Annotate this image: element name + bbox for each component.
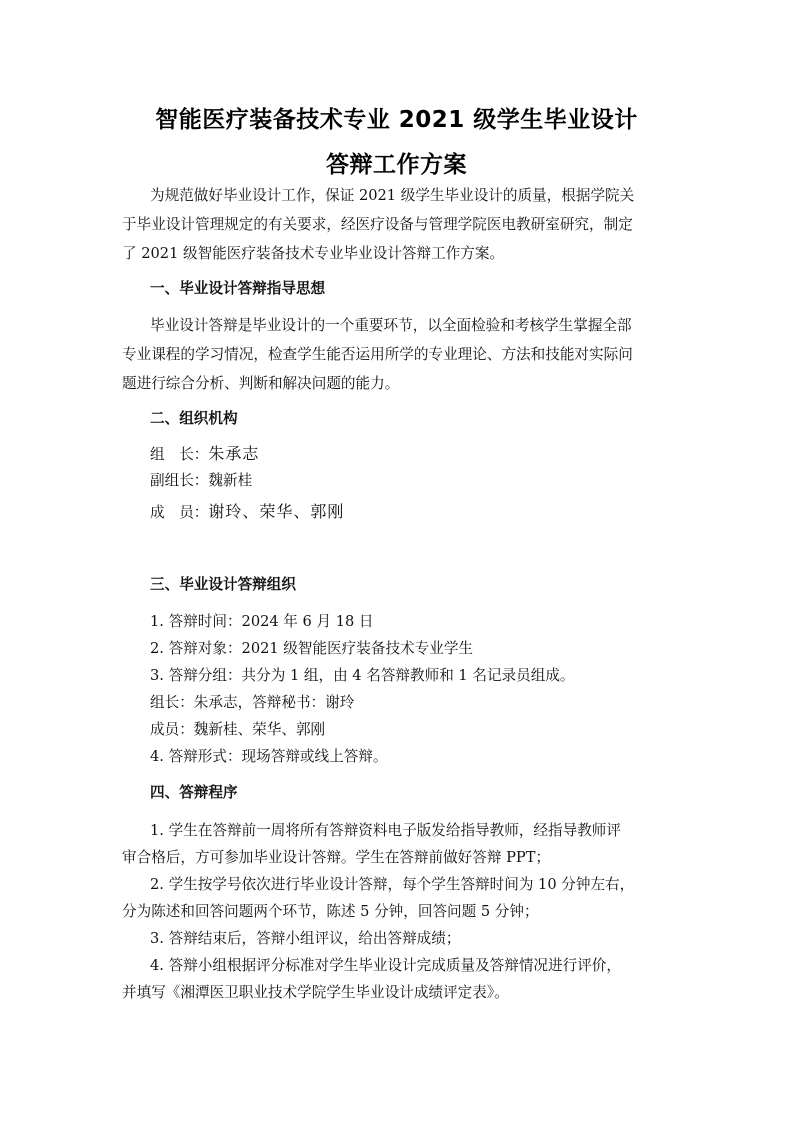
- section-3-heading: 三、毕业设计答辩组织: [150, 576, 296, 593]
- section-4-step-4-line-2: 并填写《湘潭医卫职业技术学院学生毕业设计成绩评定表》。: [122, 984, 509, 1001]
- section-2-heading: 二、组织机构: [150, 410, 238, 427]
- section-3-group-leader: 组长：朱承志，答辩秘书：谢玲: [150, 694, 355, 711]
- section-3-item-4: 4. 答辩形式：现场答辩或线上答辩。: [150, 748, 388, 765]
- section-3-group-members: 成员：魏新桂、荣华、郭刚: [150, 721, 326, 738]
- org-members-row: [150, 499, 344, 522]
- org-leader-label: 组 长：: [150, 446, 209, 463]
- intro-line-2: 于毕业设计管理规定的有关要求，经医疗设备与管理学院医电教研室研究，制定: [122, 216, 633, 233]
- org-deputy-name: 魏新桂: [208, 472, 253, 489]
- section-4-step-4-line-1: 4. 答辩小组根据评分标准对学生毕业设计完成质量及答辩情况进行评价，: [150, 957, 621, 974]
- document-title-line1: 智能医疗装备技术专业 2021 级学生毕业设计: [155, 107, 638, 133]
- document-title-line2: 答辩工作方案: [326, 152, 467, 178]
- section-3-item-1: 1. 答辩时间：2024 年 6 月 18 日: [150, 613, 374, 630]
- org-members-names: 谢玲、荣华、郭刚: [208, 502, 345, 521]
- section-4-heading: 四、答辩程序: [150, 784, 238, 801]
- section-4-step-2-line-1: 2. 学生按学号依次进行毕业设计答辩，每个学生答辩时间为 10 分钟左右，: [150, 876, 635, 893]
- section-4-step-1-line-1: 1. 学生在答辩前一周将所有答辩资料电子版发给指导教师，经指导教师评: [150, 822, 621, 839]
- section-3-item-2: 2. 答辩对象：2021 级智能医疗装备技术专业学生: [150, 640, 474, 657]
- section-1-line-2: 专业课程的学习情况，检查学生能否运用所学的专业理论、方法和技能对实际问: [122, 346, 633, 363]
- org-deputy-row: [150, 469, 252, 490]
- intro-line-3: 了 2021 级智能医疗装备技术专业毕业设计答辩工作方案。: [122, 245, 505, 262]
- section-1-line-3: 题进行综合分析、判断和解决问题的能力。: [122, 375, 400, 392]
- org-leader-name: 朱承志: [208, 444, 260, 463]
- org-deputy-label: 副组长：: [150, 472, 209, 489]
- section-1-line-1: 毕业设计答辩是毕业设计的一个重要环节，以全面检验和考核学生掌握全部: [150, 317, 632, 334]
- org-leader-row: [150, 441, 259, 464]
- org-members-label: 成 员：: [150, 504, 209, 521]
- section-1-heading: 一、毕业设计答辩指导思想: [150, 280, 326, 297]
- intro-line-1: 为规范做好毕业设计工作，保证 2021 级学生毕业设计的质量，根据学院关: [150, 187, 635, 204]
- section-4-step-2-line-2: 分为陈述和回答问题两个环节，陈述 5 分钟，回答问题 5 分钟；: [122, 903, 539, 920]
- section-4-step-1-line-2: 审合格后，方可参加毕业设计答辩。学生在答辩前做好答辩 PPT；: [122, 849, 551, 866]
- section-3-item-3: 3. 答辩分组：共分为 1 组，由 4 名答辩教师和 1 名记录员组成。: [150, 667, 575, 684]
- section-4-step-3: 3. 答辩结束后，答辩小组评议，给出答辩成绩；: [150, 930, 461, 947]
